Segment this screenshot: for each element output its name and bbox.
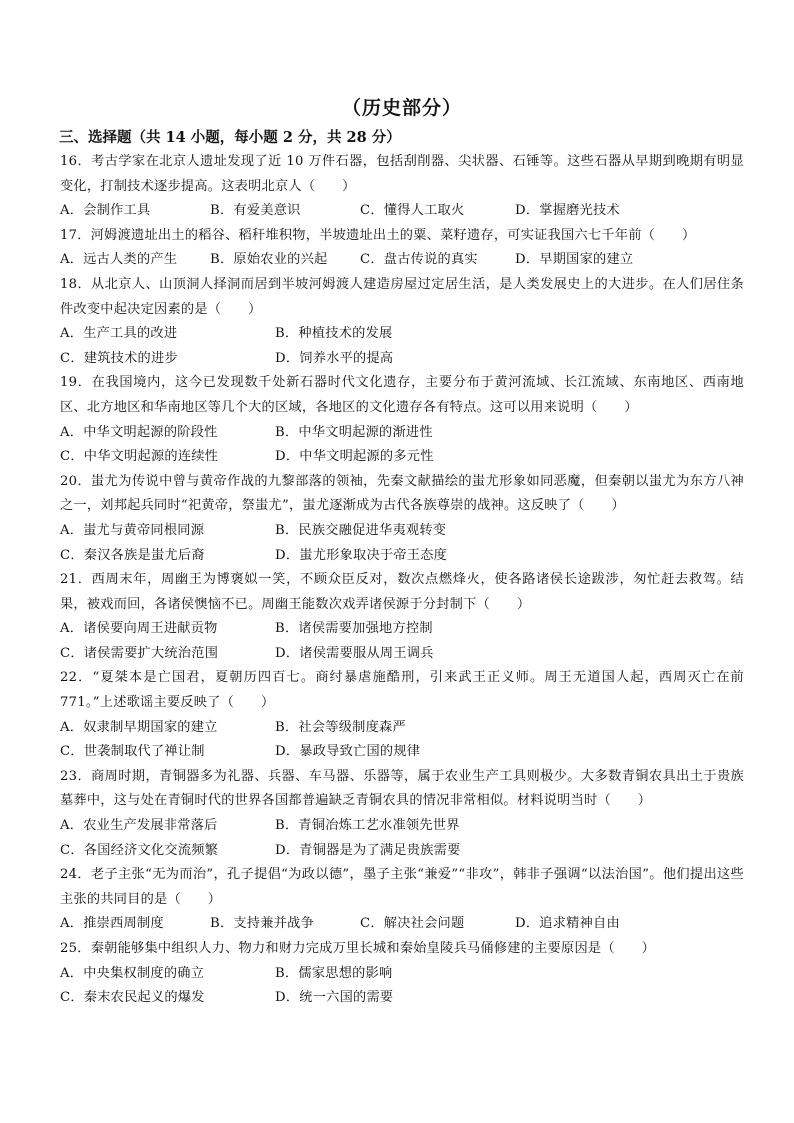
section-heading: 三、选择题（共 14 小题，每小题 2 分，共 28 分） [59, 129, 401, 146]
question-stem: 23．商周时期，青铜器多为礼器、兵器、车马器、乐器等，属于农业生产工具则极少。大多数青铜农具出土于贵族墓葬中，这与处在青铜时代的世界各国都普遍缺乏青铜农具的情况非常相似。材料说明当时（ ） [60, 768, 744, 809]
question-item [60, 666, 744, 764]
answer-option: D．暴政导致亡国的规律 [275, 744, 421, 760]
question-list [60, 150, 744, 1011]
question-stem: 24．老子主张“无为而治”，孔子提倡“为政以德”，墨子主张“兼爱”“非攻”，韩非子强调“以法治国”。他们提出这些主张的共同目的是（ ） [60, 867, 744, 907]
question-item [60, 273, 744, 371]
answer-option: C．各国经济文化交流频繁 [60, 842, 219, 858]
question-item [60, 937, 744, 1011]
answer-option: B．民族交融促进华夷观转变 [275, 522, 447, 538]
answer-option: C．盘古传说的真实 [360, 252, 478, 268]
question-stem: 20．蚩尤为传说中曾与黄帝作战的九黎部落的领袖，先秦文献描绘的蚩尤形象如同恶魔，但秦朝以蚩尤为东方八神之一，刘邦起兵同时“祀黄帝，祭蚩尤”，蚩尤逐渐成为古代各族尊崇的战神。这反映了（ ） [60, 473, 744, 514]
answer-option: D．中华文明起源的多元性 [275, 449, 434, 465]
answer-option: A．生产工具的改进 [60, 326, 178, 342]
option-row [60, 814, 744, 839]
answer-option: A．远古人类的产生 [60, 252, 178, 268]
answer-option: A．农业生产发展非常落后 [60, 818, 218, 834]
answer-option: C．诸侯需要扩大统治范围 [60, 645, 219, 661]
answer-option: B．种植技术的发展 [275, 326, 393, 342]
option-row [60, 839, 744, 864]
question-item [60, 224, 744, 273]
option-row [60, 347, 744, 372]
question-stem: 18．从北京人、山顶洞人择洞而居到半坡河姆渡人建造房屋过定居生活，是人类发展史上的大进步。在人们居住条件改变中起决定因素的是（ ） [60, 276, 744, 317]
question-stem: 21．西周末年，周幽王为博褒姒一笑，不顾众臣反对，数次点燃烽火，使各路诸侯长途跋涉，匆忙赶去救驾。结果，被戏而回，各诸侯懊恼不已。周幽王能数次戏弄诸侯源于分封制下（ ） [60, 572, 744, 612]
answer-option: A．奴隶制早期国家的建立 [60, 719, 218, 735]
answer-option: A．中央集权制度的确立 [60, 965, 205, 981]
answer-option: A．会制作工具 [60, 203, 151, 219]
option-row [60, 445, 744, 470]
question-stem: 16．考古学家在北京人遗址发现了近 10 万件石器，包括刮削器、尖状器、石锤等。这些石器从早期到晚期有明显变化，打制技术逐步提高。这表明北京人（ ） [60, 154, 744, 194]
answer-option: C．中华文明起源的连续性 [60, 449, 219, 465]
answer-option: C．解决社会问题 [360, 916, 465, 932]
question-item [60, 863, 744, 937]
answer-option: D．早期国家的建立 [515, 252, 634, 268]
answer-option: D．诸侯需要服从周王调兵 [275, 645, 434, 661]
option-row [60, 912, 744, 937]
answer-option: C．秦末农民起义的爆发 [60, 990, 205, 1006]
question-stem: 19．在我国境内，这今已发现数千处新石器时代文化遗存，主要分布于黄河流域、长江流域、东南地区、西南地区、北方地区和华南地区等几个大的区域，各地区的文化遗存各有特点。这可以用来说明（ ） [60, 375, 744, 415]
option-row [60, 617, 744, 642]
question-item [60, 150, 744, 224]
question-item [60, 765, 744, 863]
question-item [60, 568, 744, 666]
answer-option: B．原始农业的兴起 [210, 252, 328, 268]
answer-option: C．建筑技术的进步 [60, 350, 178, 366]
question-stem: 25．秦朝能够集中组织人力、物力和财力完成万里长城和秦始皇陵兵马俑修建的主要原因是（ ） [60, 941, 656, 956]
option-row [60, 986, 744, 1011]
answer-option: B．有爱美意识 [210, 203, 301, 219]
answer-option: D．掌握磨光技术 [515, 203, 620, 219]
question-stem: 22．“夏桀本是亡国君，夏朝历四百七。商纣暴虐施酷刑，引来武王正义师。周王无道国人起，西周灭亡在前 771。”上述歌谣主要反映了（ ） [60, 670, 744, 711]
answer-option: C．世袭制取代了禅让制 [60, 744, 205, 760]
answer-option: D．饲养水平的提高 [275, 350, 394, 366]
option-row [60, 642, 744, 667]
answer-option: B．青铜冶炼工艺水准领先世界 [275, 818, 460, 834]
page-title: （历史部分） [341, 97, 462, 119]
option-row [60, 199, 744, 224]
option-row [60, 716, 744, 741]
option-row [60, 544, 744, 569]
answer-option: A．中华文明起源的阶段性 [60, 424, 218, 440]
answer-option: B．社会等级制度森严 [275, 719, 406, 735]
answer-option: B．中华文明起源的渐进性 [275, 424, 433, 440]
option-row [60, 519, 744, 544]
answer-option: D．追求精神自由 [515, 916, 620, 932]
answer-option: A．诸侯要向周王进献贡物 [60, 621, 218, 637]
answer-option: D．青铜器是为了满足贵族需要 [275, 842, 461, 858]
option-row [60, 421, 744, 446]
answer-option: B．支持兼并战争 [210, 916, 315, 932]
question-stem: 17．河姆渡遗址出土的稻谷、稻秆堆积物，半坡遗址出土的粟、菜籽遗存，可实证我国六七千年前（ ） [60, 227, 696, 243]
option-row [60, 962, 744, 987]
option-row [60, 248, 744, 273]
answer-option: C．懂得人工取火 [360, 203, 465, 219]
answer-option: B．诸侯需要加强地方控制 [275, 621, 433, 637]
answer-option: B．儒家思想的影响 [275, 965, 393, 981]
question-item [60, 371, 744, 469]
answer-option: A．推崇西周制度 [60, 916, 164, 932]
exam-page [60, 92, 744, 1011]
answer-option: A．蚩尤与黄帝同根同源 [60, 522, 205, 538]
option-row [60, 740, 744, 765]
question-item [60, 470, 744, 568]
answer-option: D．蚩尤形象取决于帝王态度 [275, 547, 448, 563]
answer-option: D．统一六国的需要 [275, 990, 394, 1006]
option-row [60, 322, 744, 347]
answer-option: C．秦汉各族是蚩尤后裔 [60, 547, 205, 563]
